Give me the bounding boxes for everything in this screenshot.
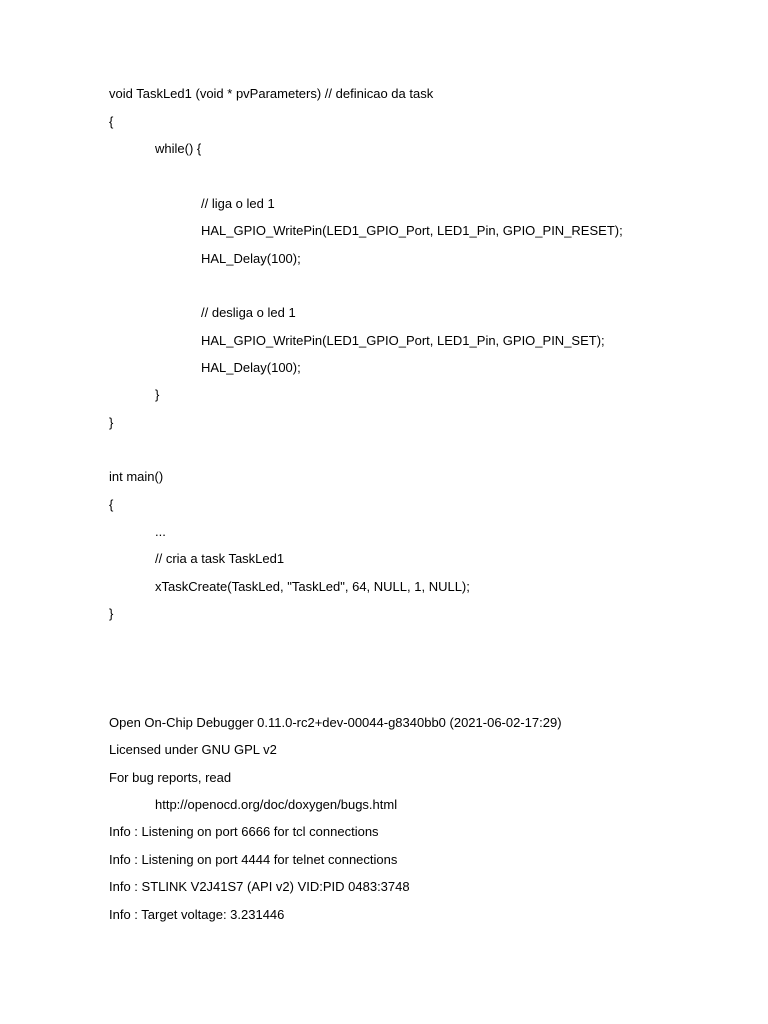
- code-line: }: [155, 387, 160, 402]
- log-line: Open On-Chip Debugger 0.11.0-rc2+dev-00044-g8340bb0 (2021-06-02-17:29): [109, 715, 562, 730]
- code-line: ...: [155, 524, 166, 539]
- code-line: HAL_GPIO_WritePin(LED1_GPIO_Port, LED1_Pin, GPIO_PIN_RESET);: [201, 223, 623, 238]
- log-line: Info : STLINK V2J41S7 (API v2) VID:PID 0483:3748: [109, 879, 410, 894]
- code-line: }: [109, 606, 114, 621]
- code-line: // desliga o led 1: [201, 305, 296, 320]
- code-line: xTaskCreate(TaskLed, "TaskLed", 64, NULL, 1, NULL);: [155, 579, 470, 594]
- code-line: HAL_Delay(100);: [201, 360, 301, 375]
- log-line: Licensed under GNU GPL v2: [109, 742, 277, 757]
- code-line: // liga o led 1: [201, 196, 275, 211]
- code-line: void TaskLed1 (void * pvParameters) // definicao da task: [109, 86, 434, 101]
- code-line: while() {: [155, 141, 202, 156]
- log-line: For bug reports, read: [109, 770, 232, 785]
- code-line: }: [109, 415, 114, 430]
- code-line: HAL_GPIO_WritePin(LED1_GPIO_Port, LED1_Pin, GPIO_PIN_SET);: [201, 333, 605, 348]
- code-line: HAL_Delay(100);: [201, 251, 301, 266]
- bug-report-url: http://openocd.org/doc/doxygen/bugs.html: [155, 797, 398, 812]
- log-line: Info : Listening on port 4444 for telnet connections: [109, 852, 398, 867]
- code-line: {: [109, 497, 114, 512]
- log-line: Info : Listening on port 6666 for tcl connections: [109, 824, 379, 839]
- code-line: {: [109, 114, 114, 129]
- code-line: int main(): [109, 469, 164, 484]
- code-line: // cria a task TaskLed1: [155, 551, 285, 566]
- log-line: Info : Target voltage: 3.231446: [109, 907, 285, 922]
